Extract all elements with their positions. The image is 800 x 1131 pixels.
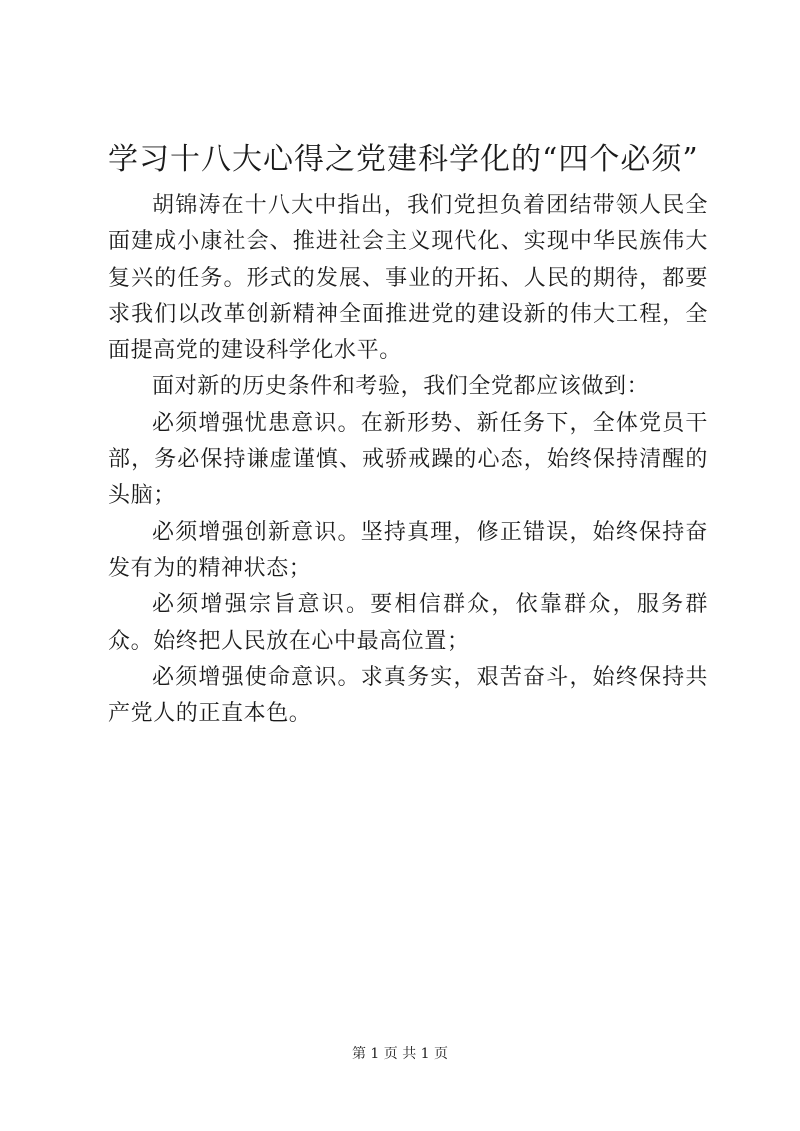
paragraph-purpose-awareness: 必须增强宗旨意识。要相信群众，依靠群众，服务群众。始终把人民放在心中最高位置； xyxy=(108,592,708,654)
paragraph-intro: 胡锦涛在十八大中指出，我们党担负着团结带领人民全面建成小康社会、推进社会主义现代化、实现中华民族伟大复兴的任务。形式的发展、事业的开拓、人民的期待，都要求我们以改革创新精神全面推进党的建设新的伟大工程，全面提高党的建设科学化水平。 xyxy=(108,193,708,364)
document-title: 学习十八大心得之党建科学化的“四个必须” xyxy=(108,142,699,177)
paragraph-mission-awareness: 必须增强使命意识。求真务实，艰苦奋斗，始终保持共产党人的正直本色。 xyxy=(108,664,708,727)
document-body xyxy=(108,188,708,732)
paragraph-innovation-awareness: 必须增强创新意识。坚持真理，修正错误，始终保持奋发有为的精神状态； xyxy=(108,519,708,581)
paragraph-lead-in: 面对新的历史条件和考验，我们全党都应该做到： xyxy=(152,374,650,400)
paragraph-worry-awareness: 必须增强忧患意识。在新形势、新任务下，全体党员干部，务必保持谦虚谨慎、戒骄戒躁的心态，始终保持清醒的头脑； xyxy=(108,410,708,509)
page-footer: 第 1 页 共 1 页 xyxy=(351,1046,449,1062)
